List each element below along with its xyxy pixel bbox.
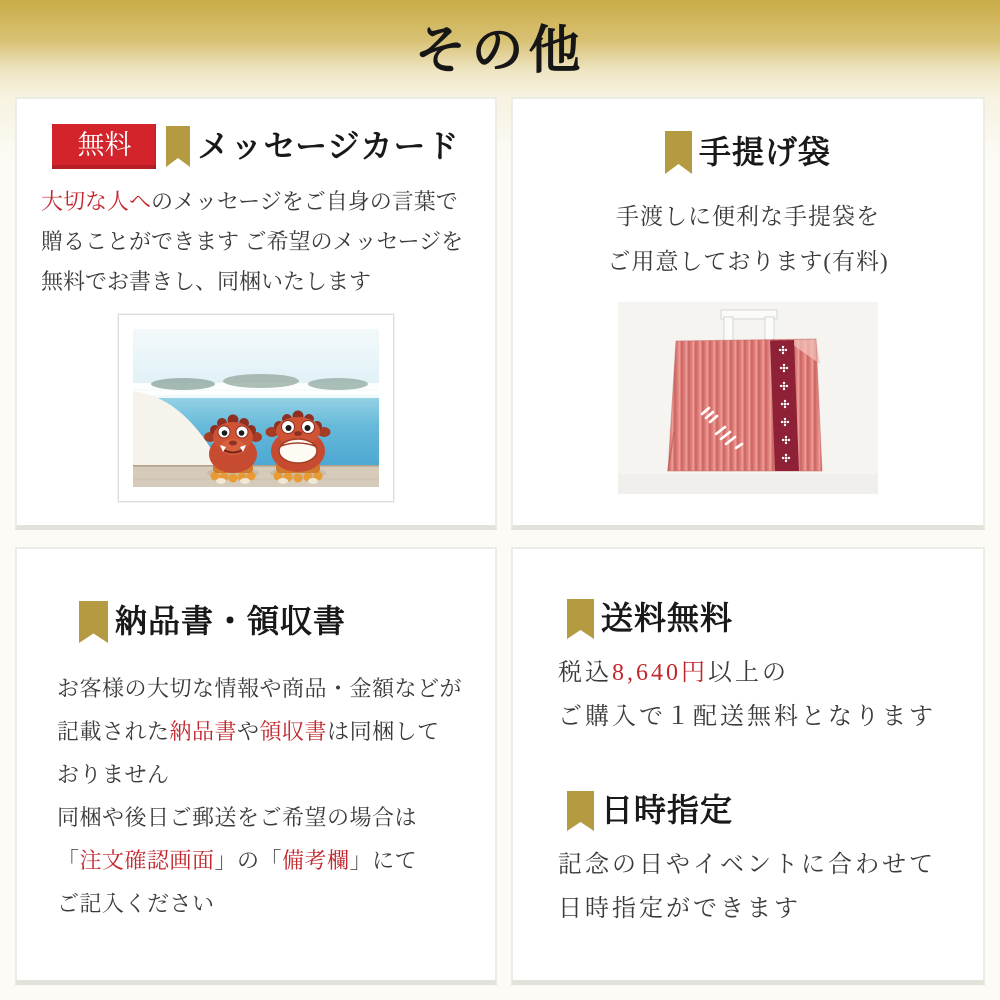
body-segment: 税込 [558,660,612,686]
body-line: のメッセージをご自身の言葉で [151,189,458,214]
body-line: 贈ることができます ご希望のメッセージを [41,229,464,254]
free-shipping-header [567,599,983,639]
free-badge: 無料 [52,124,156,169]
body-line: おりません [57,762,170,787]
tote-bag-section [511,97,985,530]
body-line: 手渡しに便利な手提袋を [616,204,880,229]
body-line: ご用意しております(有料) [607,249,889,274]
highlight-text: 大切な人へ [41,189,152,214]
body-line: 日時指定ができます [558,896,801,922]
highlight-text: 納品書 [169,719,238,744]
body-segment: や [237,719,260,744]
bookmark-ribbon-icon [665,131,692,174]
body-segment: 」にて [349,848,418,873]
body-line [558,651,983,695]
tote-bag-title: 手提げ袋 [698,133,831,170]
body-segment: 」の「 [214,848,283,873]
free-shipping-title: 送料無料 [601,600,734,637]
datetime-title: 日時指定 [601,792,734,829]
bookmark-ribbon-icon [567,791,594,831]
tote-bag-header [513,131,983,174]
body-line [57,710,495,753]
invoice-section [15,547,497,985]
invoice-description [57,667,495,925]
body-segment: 以上の [708,660,789,686]
body-segment: 記載された [57,719,170,744]
highlight-text: 備考欄 [282,848,350,873]
highlight-text: 注文確認画面 [79,848,215,873]
bookmark-ribbon-icon [79,601,108,643]
body-line: ご記入ください [57,891,215,916]
body-line [57,839,495,882]
datetime-description [558,843,983,931]
body-line: 記念の日やイベントに合わせて [558,852,936,878]
shipping-datetime-section [511,547,985,985]
body-line: お客様の大切な情報や商品・金額などが [57,676,463,701]
bookmark-ribbon-icon [567,599,594,639]
message-card-photo [118,314,394,502]
free-shipping-description [558,651,983,739]
highlight-text: 領収書 [259,719,328,744]
bookmark-ribbon-icon [166,126,190,167]
body-segment: は同梱して [327,719,440,744]
shisa-beach-illustration [133,329,379,487]
tote-bag-photo [618,302,878,494]
page-title: その他 [414,22,586,80]
body-line: 同梱や後日ご郵送をご希望の場合は [57,805,418,830]
tote-bag-illustration [618,302,878,494]
tote-bag-description [513,194,983,284]
invoice-header [79,601,495,643]
body-line: 無料でお書きし、同梱いたします [41,269,372,294]
message-card-header [17,124,495,169]
datetime-header [567,791,983,831]
message-card-section [15,97,497,530]
body-segment: 「 [57,848,80,873]
message-card-title: メッセージカード [197,127,460,164]
highlight-text: 8,640円 [612,660,708,686]
body-line: ご購入で１配送無料となります [558,704,936,730]
message-card-description [41,182,495,302]
invoice-title: 納品書・領収書 [115,603,347,640]
